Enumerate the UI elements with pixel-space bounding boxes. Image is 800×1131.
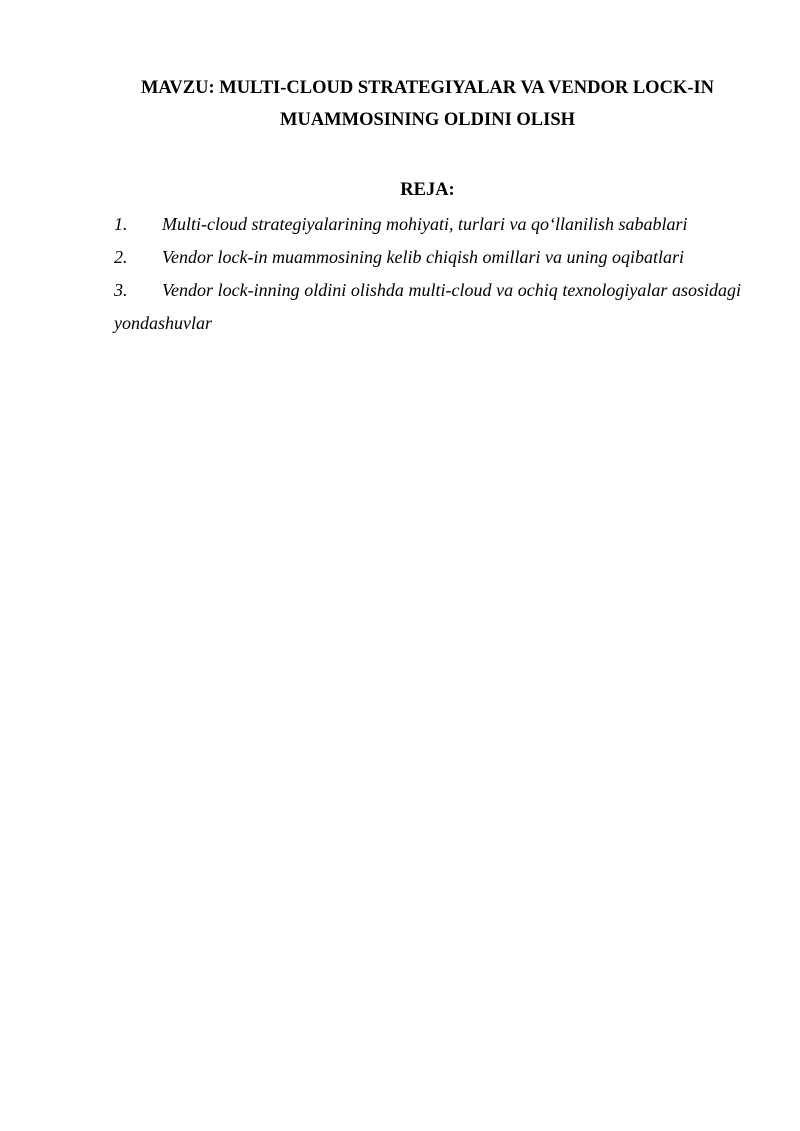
plan-item-text: Vendor lock-in muammosining kelib chiqish omillari va uning oqibatlari [162,247,684,267]
plan-item-1 [114,208,741,241]
plan-item-number: 3. [114,280,128,300]
title-line-1: MAVZU: MULTI-CLOUD STRATEGIYALAR VA VENDOR LOCK-IN [140,78,715,98]
plan-heading: REJA: [400,180,455,200]
plan-item-number: 2. [114,247,128,267]
plan-item-number: 1. [114,214,128,234]
plan-item-text: Multi-cloud strategiyalarining mohiyati, turlari va qo‘llanilish sabablari [162,214,688,234]
plan-item-2 [114,241,741,274]
title-line-2: MUAMMOSINING OLDINI OLISH [280,110,575,130]
plan-item-text: Vendor lock-inning oldini olishda multi-cloud va ochiq texnologiyalar asosidagi yondashuvlar [114,280,741,333]
document-title [114,72,741,136]
plan-item-3 [114,274,741,340]
document-content [114,72,741,340]
plan-list [114,208,741,340]
